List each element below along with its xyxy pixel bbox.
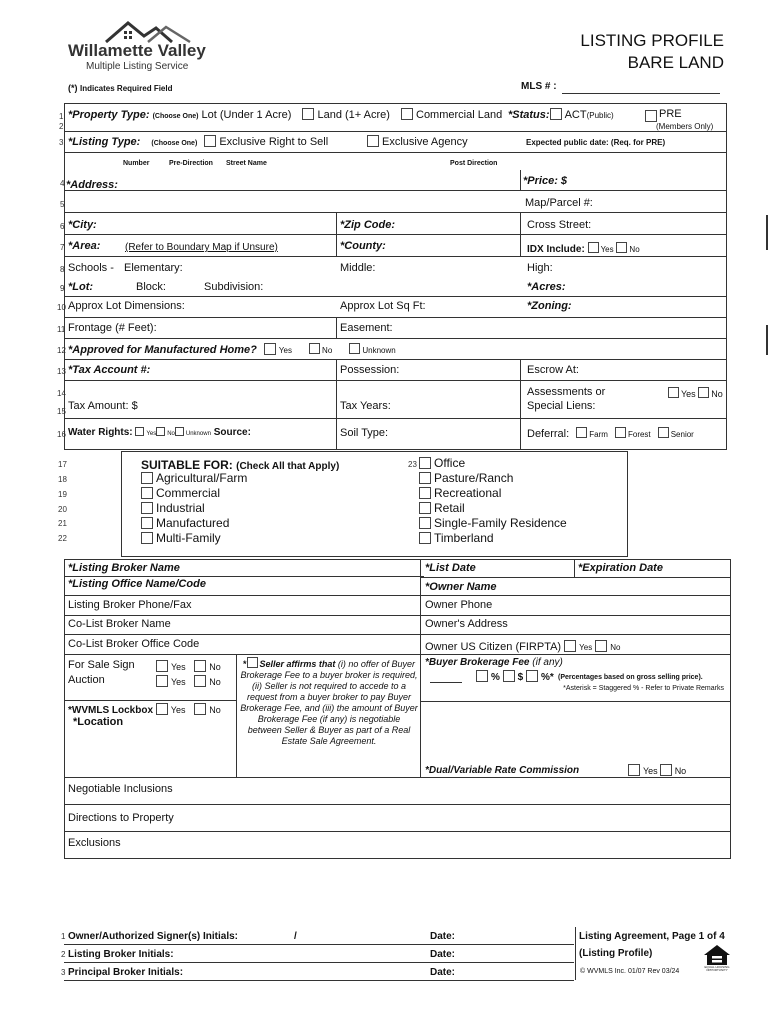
owner-phone-label: Owner Phone [425,599,493,611]
row-num: 10 [57,303,66,312]
directions-label: Directions to Property [68,812,174,824]
checkbox-water-no[interactable] [156,427,165,436]
checkbox-idx-no[interactable] [616,242,627,253]
checkbox-pre[interactable] [645,110,657,122]
property-type-row [68,108,502,121]
checkbox-commercial-land[interactable] [401,108,413,120]
idx-include [527,242,640,255]
row-num: 11 [57,325,66,334]
checkbox-dual-yes[interactable] [628,764,640,776]
addr-header-number: Number [123,160,150,167]
dual-no: No [674,766,687,776]
checkbox-senior[interactable] [658,427,669,438]
buyer-fee-units: % $ %* [476,670,554,683]
listing-type-row [68,135,328,148]
checkbox-exclusive-agency[interactable] [367,135,379,147]
auction-label: Auction [68,674,105,686]
assessments-no: No [711,389,723,399]
status-pre: PRE [659,108,682,120]
suitable-item[interactable]: Manufactured [141,516,247,531]
cross-street-label: Cross Street: [527,219,592,231]
checkbox-pct[interactable] [476,670,488,682]
suitable-item[interactable]: Pasture/Ranch [419,471,567,486]
firpta-row [425,640,621,653]
manufactured-label: *Approved for Manufactured Home? [68,344,257,356]
water-unknown: Unknown [185,431,211,437]
subdivision-label: Subdivision: [204,281,264,293]
dual-yes: Yes [643,766,658,776]
principal-initials-label: Principal Broker Initials: [68,967,184,978]
row-num: 1 [59,112,64,121]
option-exclusive-agency[interactable]: Exclusive Agency [382,136,468,148]
row-num: 20 [58,505,67,514]
idx-label: IDX Include: [527,244,585,255]
suitable-item[interactable]: Industrial [141,501,247,516]
soil-type-label: Soil Type: [340,427,389,439]
firpta-label: Owner US Citizen (FIRPTA) [425,641,562,653]
row-num: 2 [59,122,64,131]
row-num: 9 [60,284,65,293]
checkbox-auction-no[interactable] [194,675,206,687]
checkbox-manufactured-unknown[interactable] [349,343,360,354]
tax-years-label: Tax Years: [340,400,391,412]
expiration-date-label: *Expiration Date [578,562,663,574]
deferral-farm: Farm [589,430,608,439]
dual-rate-yes-no [628,764,686,776]
listing-office-label: *Listing Office Name/Code [68,578,206,590]
logo [68,20,228,76]
addr-header-postdirection: Post Direction [450,160,498,167]
colist-name-label: Co-List Broker Name [68,618,171,630]
checkbox-firpta-no[interactable] [595,640,607,652]
checkbox-land[interactable] [302,108,314,120]
seller-affirms: * Seller affirms that (i) no offer of Buyer Brokerage Fee to a buyer broker is required, (ii) Seller is not required to accede to a request from a buyer broker to pay Buyer Brokerage Fee, and (iii) the amount of Buyer Brokerage Fee (if any) is negotiable between Seller & Buyer as part of a Real Estate Sale Agreement. [240,659,418,746]
deferral-row [527,427,694,440]
date-label-3: Date: [430,967,456,978]
deferral-senior: Senior [670,430,694,439]
mls-label: MLS # : [521,81,557,92]
firpta-yes: Yes [579,643,593,652]
manufactured-unknown: Unknown [362,346,396,355]
list-date-label: *List Date [425,562,476,574]
water-no: No [167,431,175,437]
margin-mark [766,325,768,355]
row-num: 7 [60,243,65,252]
zip-label: *Zip Code: [340,219,395,231]
checkbox-manufactured-no[interactable] [309,343,320,354]
row-num: 12 [57,346,66,355]
row-num: 2 [61,950,66,959]
checkbox-exclusive-right[interactable] [204,135,216,147]
dual-rate-label: *Dual/Variable Rate Commission [425,765,580,776]
acres-label: *Acres: [527,281,566,293]
assessments-label1: Assessments or [527,386,606,398]
deferral-label: Deferral: [527,428,570,440]
lot-sqft-label: Approx Lot Sq Ft: [340,300,426,312]
buyer-fee-field[interactable] [430,682,462,683]
block-label: Block: [136,281,166,293]
buyer-fee-ifany: (if any) [532,657,563,668]
suitable-note: (Check All that Apply) [236,461,340,472]
listing-type-label: *Listing Type: [68,136,141,148]
assessments-yes: Yes [681,389,696,399]
exclusive-agency-group [367,135,468,148]
auction-no: No [209,677,221,687]
checkbox-forest[interactable] [615,427,626,438]
checkbox-seller-affirms[interactable] [247,657,258,668]
status-act-note: (Public) [586,111,614,120]
addr-header-street: Street Name [226,160,267,167]
for-sale-sign-label: For Sale Sign [68,659,135,671]
map-parcel-label: Map/Parcel #: [525,197,593,209]
auction-yes: Yes [171,677,186,687]
mls-field[interactable] [562,93,720,94]
status-group [508,108,614,121]
tax-account-label: *Tax Account #: [68,364,151,376]
addr-header-predirection: Pre-Direction [169,160,213,167]
area-label: *Area: [68,240,101,252]
required-mark: (*) [68,83,78,93]
deferral-forest: Forest [627,430,651,439]
row-num: 3 [59,138,64,147]
suitable-item[interactable]: Retail [419,501,567,516]
suitable-item[interactable]: Multi-Family [141,531,247,546]
schools-label: Schools - [68,262,114,274]
exclusions-label: Exclusions [68,837,121,849]
checkbox-assessments-yes[interactable] [668,387,679,398]
suitable-item[interactable]: Timberland [419,531,567,546]
owner-name-label: *Owner Name [425,581,497,593]
water-yes: Yes [146,431,157,437]
owner-address-label: Owner's Address [425,618,508,630]
suitable-title-text: SUITABLE FOR: [141,458,233,472]
water-rights-label: Water Rights: [68,427,133,438]
idx-yes: Yes [600,245,614,254]
escrow-label: Escrow At: [527,364,579,376]
for-sale-sign-yes-no [156,660,221,672]
tax-amount-label: Tax Amount: $ [68,400,138,412]
source-label: Source: [213,427,251,438]
lot-dimensions-label: Approx Lot Dimensions: [68,300,185,312]
manufactured-yes: Yes [278,346,292,355]
idx-no: No [629,245,640,254]
eho-text: EQUAL HOUSING OPPORTUNITY [704,966,730,972]
suitable-right-list [419,456,567,546]
expected-public-date: Expected public date: (Req. for PRE) [526,138,666,147]
possession-label: Possession: [340,364,400,376]
auction-yes-no [156,675,221,687]
high-label: High: [527,262,553,274]
row-num: 14 [57,389,66,398]
row-num: 19 [58,490,67,499]
row-num: 1 [61,932,66,941]
firpta-no: No [610,643,621,652]
title-line1: LISTING PROFILE [580,31,724,50]
checkbox-farm[interactable] [576,427,587,438]
middle-label: Middle: [340,262,376,274]
lockbox-label: *WVMLS Lockbox [68,705,154,716]
checkbox-act[interactable] [550,108,562,120]
page-title [580,30,724,74]
property-type-label: *Property Type: [68,109,150,121]
manufactured-no: No [322,346,333,355]
row-num: 17 [58,460,67,469]
option-commercial-land[interactable]: Commercial Land [416,109,503,121]
elementary-label: Elementary: [124,262,183,274]
title-line2: BARE LAND [627,53,724,72]
date-label-2: Date: [430,949,456,960]
main-box [64,103,727,450]
margin-mark [766,215,768,250]
row-num: 5 [60,200,65,209]
checkbox-lockbox-yes[interactable] [156,703,168,715]
checkbox-assessments-no[interactable] [698,387,709,398]
status-label: *Status: [508,109,550,121]
pct-note: (Percentages based on gross selling price). [558,674,703,681]
water-rights-row [68,427,251,438]
sign-yes: Yes [171,662,186,672]
row-num: 13 [57,367,66,376]
lockbox-no: No [209,705,221,715]
county-label: *County: [340,240,386,252]
zoning-label: *Zoning: [527,300,572,312]
status-pre-note: (Members Only) [656,122,714,131]
easement-label: Easement: [340,322,393,334]
suitable-item[interactable]: Recreational [419,486,567,501]
row-num: 23 [408,460,417,469]
checkbox-manufactured-yes[interactable] [264,343,276,355]
area-ref-link[interactable]: (Refer to Boundary Map if Unsure) [125,242,278,253]
checkbox-sign-no[interactable] [194,660,206,672]
profile-label: (Listing Profile) [579,948,653,959]
row-num: 3 [61,968,66,977]
row-num: 6 [60,222,65,231]
row-num: 16 [57,430,66,439]
city-label: *City: [68,219,97,231]
frontage-label: Frontage (# Feet): [68,322,157,334]
row-num: 22 [58,534,67,543]
lockbox-row [68,703,221,716]
suitable-item[interactable]: Single-Family Residence [419,516,567,531]
listing-initials-label: Listing Broker Initials: [68,949,174,960]
property-type-choose: (Choose One) [152,113,199,120]
assessments-yes-no [668,387,723,399]
address-label: *Address: [66,179,118,191]
checkbox-sign-yes[interactable] [156,660,168,672]
date-label-1: Date: [430,931,456,942]
option-lot[interactable]: Lot (Under 1 Acre) [201,109,292,121]
checkbox-auction-yes[interactable] [156,675,168,687]
negotiable-inclusions-label: Negotiable Inclusions [68,783,173,795]
listing-type-choose: (Choose One) [151,140,198,147]
logo-name: Willamette Valley [68,41,206,60]
assessments-label2: Special Liens: [527,400,596,412]
checkbox-idx-yes[interactable] [588,242,599,253]
page-indicator: Listing Agreement, Page 1 of 4 [579,931,725,942]
owner-initials-slash: / [294,931,297,942]
copyright: © WVMLS Inc. 01/07 Rev 03/24 [580,968,680,975]
owner-initials-label: Owner/Authorized Signer(s) Initials: [68,931,239,942]
seller-affirms-bold: Seller affirms that [259,659,336,669]
phone-fax-label: Listing Broker Phone/Fax [68,599,192,611]
suitable-item[interactable]: Agricultural/Farm [141,471,247,486]
row-num: 21 [58,519,67,528]
checkbox-water-yes[interactable] [135,427,144,436]
seller-affirms-text: (i) no offer of Buyer Brokerage Fee to a buyer broker is required, (ii) Seller is not required to accede to a request from a buyer broker to pay Buyer Brokerage Fee, and (iii) the amount of Buyer Brokerage Fee (if any) is negotiable between Seller & Buyer as part of a Real Estate Sale Agreement. [240,659,418,746]
sign-no: No [209,662,221,672]
listing-broker-name-label: *Listing Broker Name [68,562,180,574]
row-num: 8 [60,265,65,274]
option-land[interactable]: Land (1+ Acre) [317,109,390,121]
buyer-fee-label: *Buyer Brokerage Fee [425,657,530,668]
location-label: *Location [73,716,124,728]
row-num: 18 [58,475,67,484]
required-note [68,83,172,93]
colist-office-label: Co-List Broker Office Code [68,638,200,650]
lockbox-yes: Yes [170,705,186,715]
required-text: Indicates Required Field [80,84,173,93]
logo-sub: Multiple Listing Service [86,61,189,72]
suitable-item[interactable]: Commercial [141,486,247,501]
checkbox-dollar[interactable] [503,670,515,682]
status-act: ACT [564,109,587,121]
row-num: 4 [60,179,65,188]
checkbox-staggered[interactable] [526,670,538,682]
manufactured-row [68,343,396,356]
price-label: *Price: $ [523,175,568,187]
suitable-item[interactable]: Office [419,456,567,471]
lot-label: *Lot: [68,281,94,293]
suitable-title [141,458,339,472]
equal-housing-icon [702,943,732,973]
checkbox-water-unknown[interactable] [175,427,184,436]
row-num: 15 [57,407,66,416]
buyer-fee-label-row [425,657,563,668]
checkbox-dual-no[interactable] [660,764,672,776]
checkbox-lockbox-no[interactable] [194,703,206,715]
asterisk-note: *Asterisk = Staggered % - Refer to Private Remarks [563,685,724,692]
option-exclusive-right[interactable]: Exclusive Right to Sell [219,136,329,148]
checkbox-firpta-yes[interactable] [564,640,576,652]
suitable-left-list [141,471,247,546]
